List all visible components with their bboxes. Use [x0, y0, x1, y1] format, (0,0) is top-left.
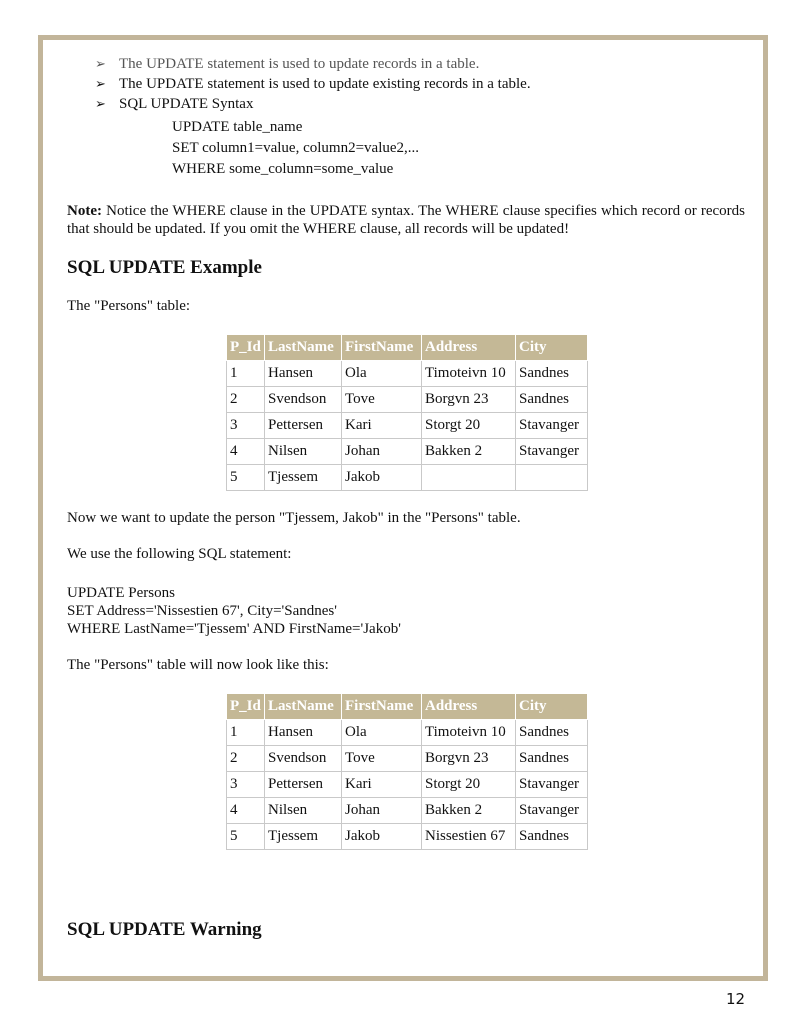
- note-paragraph: [67, 202, 745, 238]
- table-cell: Stavanger: [516, 439, 588, 465]
- table-cell: Kari: [342, 413, 422, 439]
- sql-line: WHERE LastName='Tjessem' AND FirstName='Jakob': [67, 621, 401, 637]
- arrow-bullet-icon: ➢: [95, 56, 106, 72]
- table-cell: Sandnes: [516, 387, 588, 413]
- table-cell: Bakken 2: [422, 798, 516, 824]
- table-cell: Nissestien 67: [422, 824, 516, 850]
- example-heading: SQL UPDATE Example: [67, 257, 262, 278]
- sql-line: SET Address='Nissestien 67', City='Sandnes': [67, 603, 337, 619]
- column-header: P_Id: [227, 335, 265, 361]
- table-cell: Jakob: [342, 465, 422, 491]
- warning-heading: SQL UPDATE Warning: [67, 919, 262, 940]
- persons-table-label: The "Persons" table:: [67, 298, 191, 314]
- after-table-label: The "Persons" table will now look like this:: [67, 657, 329, 673]
- bullet-text: The UPDATE statement is used to update existing records in a table.: [119, 75, 531, 92]
- persons-table-before: [226, 334, 588, 491]
- table-cell: Svendson: [265, 387, 342, 413]
- table-cell: Johan: [342, 439, 422, 465]
- column-header: Address: [422, 335, 516, 361]
- table-cell: Jakob: [342, 824, 422, 850]
- column-header: FirstName: [342, 335, 422, 361]
- bullet-item: [95, 74, 531, 94]
- syntax-line: SET column1=value, column2=value2,...: [172, 140, 420, 156]
- table-cell: 4: [227, 439, 265, 465]
- page-number: 12: [726, 990, 746, 1008]
- table-cell: Tjessem: [265, 824, 342, 850]
- table-row: [227, 439, 588, 465]
- table-cell: 3: [227, 772, 265, 798]
- table-cell: Tjessem: [265, 465, 342, 491]
- table-cell: [422, 465, 516, 491]
- note-text: Notice the WHERE clause in the UPDATE syntax. The WHERE clause specifies which record or records that should be updated. If you omit the WHERE clause, all records will be updated!: [67, 203, 745, 237]
- table-cell: Pettersen: [265, 413, 342, 439]
- bullet-text: SQL UPDATE Syntax: [119, 95, 254, 112]
- table-row: [227, 746, 588, 772]
- table-cell: 5: [227, 824, 265, 850]
- column-header: LastName: [265, 694, 342, 720]
- table-cell: Stavanger: [516, 798, 588, 824]
- syntax-line: UPDATE table_name: [172, 119, 303, 135]
- table-row: [227, 465, 588, 491]
- table-cell: Storgt 20: [422, 413, 516, 439]
- column-header: City: [516, 694, 588, 720]
- syntax-block: [172, 117, 419, 180]
- table-cell: Kari: [342, 772, 422, 798]
- table-cell: [516, 465, 588, 491]
- bullet-text: The UPDATE statement is used to update records in a table.: [119, 55, 480, 72]
- table-row: [227, 798, 588, 824]
- table-row: [227, 361, 588, 387]
- sql-intro-paragraph: We use the following SQL statement:: [67, 546, 292, 562]
- bullet-item: [95, 54, 531, 74]
- table-cell: Nilsen: [265, 798, 342, 824]
- table-cell: Tove: [342, 387, 422, 413]
- table-cell: Ola: [342, 361, 422, 387]
- table-cell: 2: [227, 746, 265, 772]
- table-cell: Johan: [342, 798, 422, 824]
- table-cell: 3: [227, 413, 265, 439]
- table-cell: 1: [227, 720, 265, 746]
- table-cell: Svendson: [265, 746, 342, 772]
- table-cell: 2: [227, 387, 265, 413]
- table-cell: Storgt 20: [422, 772, 516, 798]
- bullet-item: [95, 94, 531, 114]
- column-header: Address: [422, 694, 516, 720]
- table-cell: Borgvn 23: [422, 746, 516, 772]
- table-cell: Timoteivn 10: [422, 720, 516, 746]
- table-row: [227, 720, 588, 746]
- table-cell: Hansen: [265, 361, 342, 387]
- table-cell: Sandnes: [516, 361, 588, 387]
- arrow-bullet-icon: ➢: [95, 76, 106, 92]
- arrow-bullet-icon: ➢: [95, 96, 106, 112]
- table-row: [227, 387, 588, 413]
- table-cell: Borgvn 23: [422, 387, 516, 413]
- table-cell: Pettersen: [265, 772, 342, 798]
- table-header-row: [227, 694, 588, 720]
- table-cell: Ola: [342, 720, 422, 746]
- table-row: [227, 772, 588, 798]
- syntax-line: WHERE some_column=some_value: [172, 161, 394, 177]
- table-cell: 4: [227, 798, 265, 824]
- note-label: Note:: [67, 203, 102, 219]
- table-cell: Nilsen: [265, 439, 342, 465]
- update-intro-paragraph: Now we want to update the person "Tjessem, Jakob" in the "Persons" table.: [67, 510, 521, 526]
- table-cell: Sandnes: [516, 824, 588, 850]
- table-cell: Hansen: [265, 720, 342, 746]
- table-cell: Stavanger: [516, 772, 588, 798]
- column-header: LastName: [265, 335, 342, 361]
- table-header-row: [227, 335, 588, 361]
- table-cell: Tove: [342, 746, 422, 772]
- table-cell: Bakken 2: [422, 439, 516, 465]
- table-row: [227, 413, 588, 439]
- bullet-list: [95, 54, 531, 114]
- column-header: FirstName: [342, 694, 422, 720]
- table-cell: Sandnes: [516, 720, 588, 746]
- sql-line: UPDATE Persons: [67, 585, 175, 601]
- sql-statement-block: [67, 584, 401, 638]
- table-cell: Timoteivn 10: [422, 361, 516, 387]
- column-header: City: [516, 335, 588, 361]
- persons-table-after: [226, 693, 588, 850]
- table-cell: Stavanger: [516, 413, 588, 439]
- column-header: P_Id: [227, 694, 265, 720]
- table-row: [227, 824, 588, 850]
- table-cell: 1: [227, 361, 265, 387]
- table-cell: 5: [227, 465, 265, 491]
- table-cell: Sandnes: [516, 746, 588, 772]
